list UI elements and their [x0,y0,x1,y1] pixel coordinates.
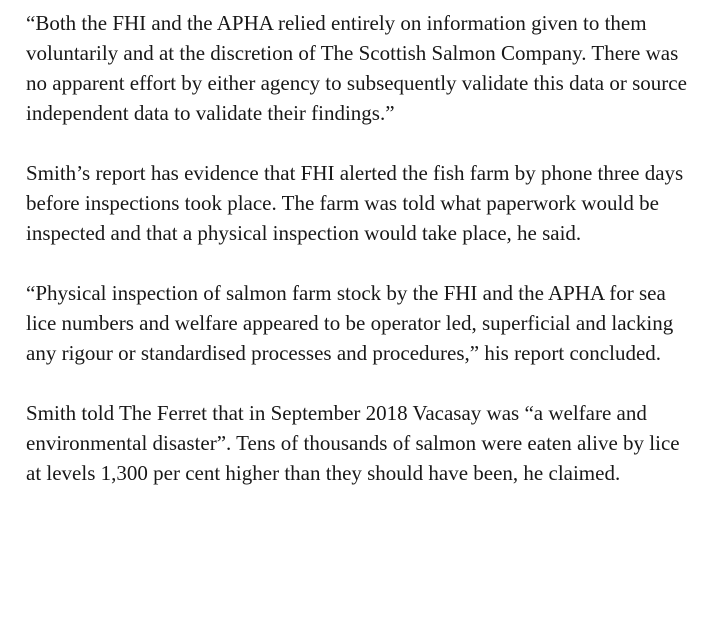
article-paragraph-quote-2: “Physical inspection of salmon farm stock by the FHI and the APHA for sea lice numbers and welfare appeared to be operator led, superficial and lacking any rigour or standardised processes and procedures,” his report concluded. [26,281,674,365]
article-paragraph-report-evidence: Smith’s report has evidence that FHI alerted the fish farm by phone three days before inspections took place. The farm was told what paperwork would be inspected and that a physical inspection would take place, he said. [26,161,684,245]
article-paragraph-quote-1: “Both the FHI and the APHA relied entirely on information given to them voluntarily and at the discretion of The Scottish Salmon Company. There was no apparent effort by either agency to subsequently validate this data or source independent data to validate their findings.” [26,11,687,125]
article-paragraph-ferret-claim: Smith told The Ferret that in September 2018 Vacasay was “a welfare and environmental disaster”. Tens of thousands of salmon were eaten alive by lice at levels 1,300 per cent higher than they should have been, he claimed. [26,401,680,485]
